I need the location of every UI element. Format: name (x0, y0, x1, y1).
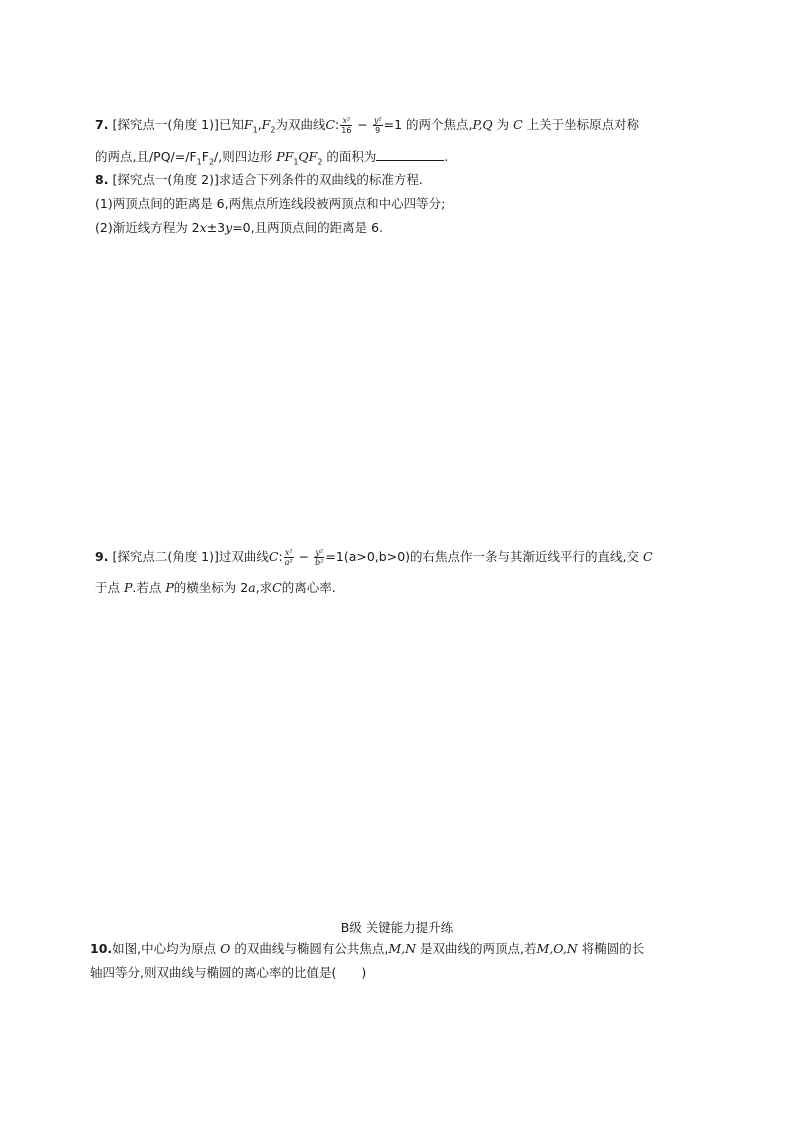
q7-var: F (261, 117, 271, 132)
q10-line2: 轴四等分,则双曲线与椭圆的离心率的比值是( ) (90, 965, 367, 980)
q9-text: 的离心率. (281, 580, 336, 595)
q7-tag: [探究点一(角度 1)] (112, 117, 219, 132)
fraction (314, 548, 324, 567)
q7-sub: 1 (196, 157, 202, 167)
fraction (373, 116, 383, 135)
fraction (340, 116, 352, 135)
q9-var: C (268, 549, 279, 564)
q7-text: /,则四边形 (214, 149, 277, 164)
q8-text: ±3 (206, 220, 226, 235)
q10-text: 是双曲线的两顶点,若 (420, 941, 537, 956)
q7-text: 的面积为 (326, 149, 377, 164)
q7-text: : (335, 117, 340, 132)
q7-number: 7. (95, 117, 109, 132)
q7-var: P,Q (472, 117, 493, 132)
frac-numerator: x² (284, 548, 293, 557)
q9-text: − (294, 549, 314, 564)
q8-line1 (95, 172, 423, 188)
q9-text: 的右焦点作一条与其渐近线平行的直线,交 (410, 549, 640, 564)
q9-text: : (278, 549, 283, 564)
q10-text: 如图,中心均为原点 (112, 941, 221, 956)
frac-numerator: y² (315, 548, 324, 557)
q7-text: 为 (496, 117, 510, 132)
q8-var: y (225, 220, 233, 235)
q10-line1 (90, 941, 644, 957)
q8-text: =0,且两顶点间的距离是 6. (232, 220, 384, 235)
section-heading: B级 关键能力提升练 (340, 920, 454, 935)
q9-line1 (95, 548, 653, 567)
q7-text: F (201, 149, 209, 164)
q10-text: 将椭圆的长 (581, 941, 645, 956)
q7-var: PF (276, 149, 294, 164)
q9-number: 9. (95, 549, 109, 564)
q7-text: , (257, 117, 262, 132)
q7-text: 上关于坐标原点对称 (526, 117, 640, 132)
q8-number: 8. (95, 172, 109, 187)
frac-denominator: b² (315, 558, 324, 567)
q9-text: ,求 (255, 580, 273, 595)
q9-line2 (95, 580, 336, 596)
q7-text: 的两个焦点, (406, 117, 473, 132)
q9-var: a (248, 580, 256, 595)
q7-sub: 1 (252, 125, 258, 135)
q7-sub: 2 (208, 157, 215, 167)
q7-text: . (444, 149, 449, 164)
q9-var: P (123, 580, 133, 595)
q7-line2 (95, 148, 448, 171)
q8-text: (2)渐近线方程为 2 (95, 220, 200, 235)
frac-denominator: 9 (373, 125, 383, 135)
answer-blank[interactable] (376, 148, 444, 161)
q7-text: =1 (383, 117, 403, 132)
q8-text: 求适合下列条件的双曲线的标准方程. (218, 172, 423, 187)
q8-item2 (95, 220, 383, 236)
q8-item1: (1)两顶点间的距离是 6,两焦点所连线段被两顶点和中心四等分; (95, 196, 446, 211)
q9-text: 过双曲线 (218, 549, 269, 564)
q7-var: F (243, 117, 253, 132)
q10-var: M,O,N (536, 941, 578, 956)
q7-text: 已知 (218, 117, 244, 132)
q8-var: x (199, 220, 207, 235)
q9-var: C (639, 549, 653, 564)
q10-var: O (220, 941, 231, 956)
q9-var: C (272, 580, 282, 595)
fraction (284, 548, 294, 567)
q9-text: 于点 (95, 580, 124, 595)
q9-var: P (165, 580, 174, 595)
q10-var: M,N (388, 941, 417, 956)
q7-sub: 2 (270, 125, 276, 135)
q9-text: =1(a>0,b>0) (325, 549, 411, 564)
q9-text: .若点 (132, 580, 166, 595)
q10-text: 的双曲线与椭圆有公共焦点, (234, 941, 389, 956)
frac-denominator: 16 (341, 126, 352, 135)
q7-sub: 1 (293, 157, 299, 167)
frac-denominator: a² (284, 558, 293, 567)
q7-line1 (95, 116, 639, 139)
q7-sub: 2 (317, 157, 323, 167)
q7-var: C (325, 117, 336, 132)
q7-var: QF (298, 149, 318, 164)
frac-numerator: x² (342, 116, 351, 125)
q9-text: 的横坐标为 2 (173, 580, 249, 595)
q7-text: − (353, 117, 372, 132)
q7-text: 为双曲线 (275, 117, 326, 132)
q9-tag: [探究点二(角度 1)] (112, 549, 219, 564)
q10-number: 10. (90, 941, 113, 956)
q7-text: 的两点,且/PQ/=/F (95, 149, 197, 164)
frac-numerator: y² (373, 116, 382, 125)
q7-var: C (513, 117, 523, 132)
q8-tag: [探究点一(角度 2)] (112, 172, 219, 187)
